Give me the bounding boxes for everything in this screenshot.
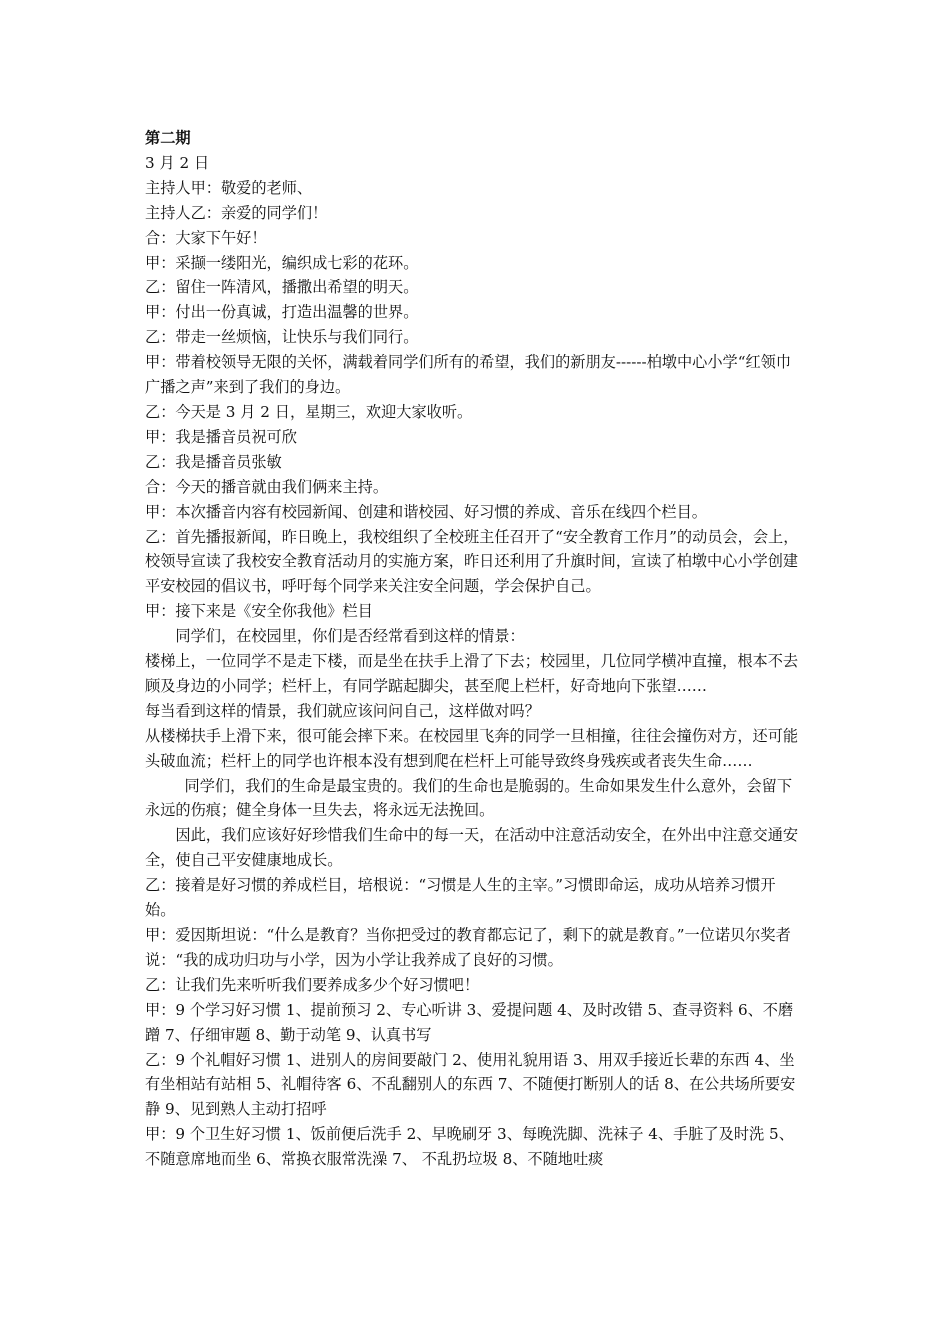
date-line: 3 月 2 日 [145,153,210,172]
dialogue-line: 乙：带走一丝烦恼，让快乐与我们同行。 [145,328,419,347]
body-paragraph: 因此，我们应该好好珍惜我们生命中的每一天，在活动中注意活动安全，在外出中注意交通安全，使自己平安健康地成长。 [145,826,799,870]
dialogue-line: 乙：今天是 3 月 2 日，星期三，欢迎大家收听。 [145,402,473,421]
issue-title: 第二期 [145,129,191,147]
body-paragraph: 从楼梯扶手上滑下来，很可能会摔下来。在校园里飞奔的同学一旦相撞，往往会撞伤对方，还可能头破血流；栏杆上的同学也许根本没有想到爬在栏杆上可能导致终身残疾或者丧失生命…… [145,726,799,770]
dialogue-line: 主持人甲：敬爱的老师、 [145,178,313,197]
dialogue-line: 甲：我是播音员祝可欣 [145,427,297,446]
document-body [145,126,805,1172]
body-paragraph: 楼梯上，一位同学不是走下楼，而是坐在扶手上滑了下去；校园里，几位同学横冲直撞，根本不去顾及身边的小同学；栏杆上，有同学踮起脚尖，甚至爬上栏杆，好奇地向下张望…… [145,652,799,695]
dialogue-line: 乙：接着是好习惯的养成栏目，培根说：“习惯是人生的主宰。”习惯即命运，成功从培养习惯开始。 [145,876,776,920]
dialogue-line: 甲：付出一份真诚，打造出温馨的世界。 [145,303,419,322]
dialogue-line: 甲：爱因斯坦说：“什么是教育？当你把受过的教育都忘记了，剩下的就是教育。”一位诺贝尔奖者说：“我的成功归功与小学，因为小学让我养成了良好的习惯。 [145,926,791,969]
dialogue-line: 主持人乙：亲爱的同学们！ [145,203,328,222]
dialogue-line: 乙：让我们先来听听我们要养成多少个好习惯吧！ [145,975,480,994]
dialogue-line: 甲：本次播音内容有校园新闻、创建和谐校园、好习惯的养成、音乐在线四个栏目。 [145,502,707,521]
dialogue-line: 甲：带着校领导无限的关怀，满载着同学们所有的希望，我们的新朋友------柏墩中心小学“红领巾广播之声”来到了我们的身边。 [145,353,792,397]
habit-list: 乙：9 个礼帽好习惯 1、进别人的房间要敲门 2、使用礼貌用语 3、用双手接近长辈的东西 4、坐有坐相站有站相 5、礼帽待客 6、不乱翻别人的东西 7、不随便打断别人的话 8、在公共场所要安静 9、见到熟人主动打招呼 [145,1050,796,1119]
body-paragraph: 每当看到这样的情景，我们就应该问问自己，这样做对吗？ [145,701,540,720]
dialogue-line: 乙：留住一阵清风，播撒出希望的明天。 [145,278,419,297]
habit-list: 甲：9 个学习好习惯 1、提前预习 2、专心听讲 3、爱提问题 4、及时改错 5、查寻资料 6、不磨蹭 7、仔细审题 8、勤于动笔 9、认真书写 [145,1000,794,1044]
body-paragraph: 同学们，在校园里，你们是否经常看到这样的情景： [175,627,525,646]
dialogue-line: 甲：接下来是《安全你我他》栏目 [145,602,373,621]
news-paragraph: 乙：首先播报新闻，昨日晚上，我校组织了全校班主任召开了“安全教育工作月”的动员会，会上，校领导宣读了我校安全教育活动月的实施方案，昨日还利用了升旗时间，宣读了柏墩中心小学创建平安校园的倡议书，呼吁每个同学来关注安全问题，学会保护自己。 [145,527,799,596]
body-paragraph: 同学们，我们的生命是最宝贵的。我们的生命也是脆弱的。生命如果发生什么意外，会留下永远的伤痕；健全身体一旦失去，将永远无法挽回。 [145,776,793,820]
dialogue-line: 合：大家下午好！ [145,228,267,247]
habit-list: 甲：9 个卫生好习惯 1、饭前便后洗手 2、早晚刷牙 3、每晚洗脚、洗袜子 4、手脏了及时洗 5、不随意席地而坐 6、常换衣服常洗澡 7、 不乱扔垃圾 8、不随地吐痰 [145,1125,794,1169]
dialogue-line: 合：今天的播音就由我们俩来主持。 [145,477,388,496]
dialogue-line: 乙：我是播音员张敏 [145,452,282,471]
dialogue-line: 甲：采撷一缕阳光，编织成七彩的花环。 [145,253,419,272]
